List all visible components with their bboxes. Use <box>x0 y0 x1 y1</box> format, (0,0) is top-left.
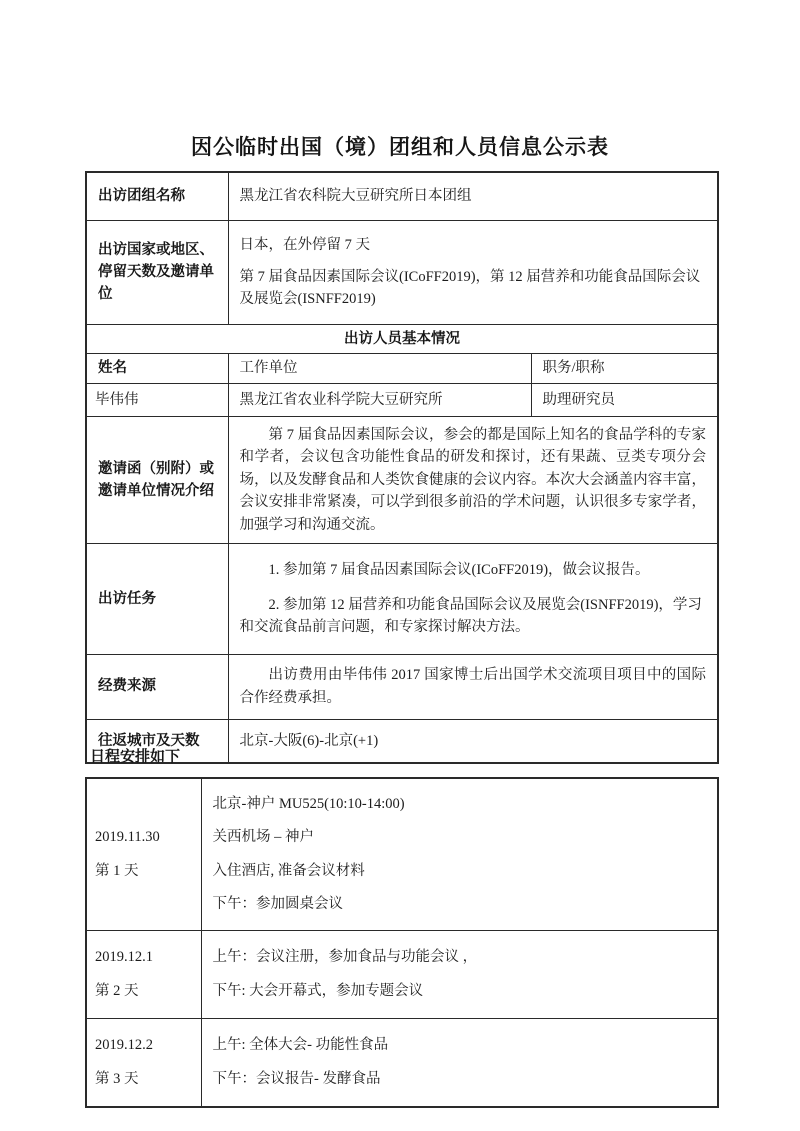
funding-text: 出访费用由毕伟伟 2017 国家博士后出国学术交流项目项目中的国际合作经费承担。 <box>239 667 706 706</box>
schedule-row-day3 <box>86 1018 718 1106</box>
day1-item-2: 关西机场 – 神户 <box>212 829 314 846</box>
day1-item-4: 下午：参加圆桌会议 <box>212 896 343 913</box>
day1-date-text: 2019.11.30 <box>95 828 160 845</box>
day2-item-1: 上午：会议注册，参加食品与功能会议 ， <box>212 949 478 966</box>
table-row-section-header <box>86 324 718 353</box>
schedule-day2-date <box>86 930 201 1018</box>
task-item-1: 1. 参加第 7 届食品因素国际会议(ICoFF2019)，做会议报告。 <box>268 562 650 579</box>
destination-line-1: 日本，在外停留 7 天 <box>239 236 370 253</box>
invitation-text: 第 7 届食品因素国际会议，参会的都是国际上知名的食品学科的专家和学者，会议包含功能性食品的研发和探讨，还有果蔬、豆类专项分会场，以及发酵食品和人类饮食健康的会议内容。本次大会涵盖内容丰富，会议安排非常紧凑，可以学到很多前沿的学术问题，认识很多专家学者，加强学习和沟通交流。 <box>239 426 706 533</box>
table-row-cities <box>86 719 718 763</box>
schedule-day3-items <box>201 1018 718 1106</box>
personnel-name: 毕伟伟 <box>86 383 228 416</box>
personnel-unit: 黑龙江省农业科学院大豆研究所 <box>228 383 531 416</box>
schedule-heading: 日程安排如下 <box>90 748 181 765</box>
table-row-destination <box>86 220 718 324</box>
schedule-day1-items <box>201 778 718 930</box>
personnel-section-header: 出访人员基本情况 <box>86 324 718 353</box>
row-value-cities <box>228 719 718 763</box>
schedule-day2-items <box>201 930 718 1018</box>
row-value-funding <box>228 654 718 719</box>
personnel-data-row <box>86 383 718 416</box>
cities-text: 北京-大阪(6)-北京(+1) <box>239 732 379 749</box>
group-name-text: 黑龙江省农科院大豆研究所日本团组 <box>239 188 472 205</box>
day3-item-2: 下午：会议报告- 发酵食品 <box>212 1070 381 1087</box>
personnel-title: 助理研究员 <box>531 383 718 416</box>
day3-date-text: 2019.12.2 <box>95 1036 153 1053</box>
row-label-cities: 往返城市及天数 <box>86 719 228 763</box>
row-value-invitation <box>228 416 718 543</box>
destination-line-2: 第 7 届食品因素国际会议(ICoFF2019)，第 12 届营养和功能食品国际会议及展览会(ISNFF2019) <box>239 268 701 308</box>
row-label-group-name: 出访团组名称 <box>86 172 228 220</box>
table-row-invitation <box>86 416 718 543</box>
schedule-row-day1 <box>86 778 718 930</box>
personnel-header-row <box>86 354 718 383</box>
table-row-group-name <box>86 172 718 220</box>
day3-day-text: 第 3 天 <box>95 1071 139 1088</box>
row-value-tasks <box>228 544 718 654</box>
table-row-tasks <box>86 544 718 654</box>
personnel-header-title: 职务/职称 <box>531 354 718 383</box>
personnel-header-unit: 工作单位 <box>228 354 531 383</box>
day2-day-text: 第 2 天 <box>95 983 139 1000</box>
schedule-table <box>85 777 719 1108</box>
row-label-invitation: 邀请函（别附）或邀请单位情况介绍 <box>86 416 228 543</box>
page-title: 因公临时出国（境）团组和人员信息公示表 <box>191 136 609 159</box>
task-item-2: 2. 参加第 12 届营养和功能食品国际会议及展览会(ISNFF2019)，学习和交流食品前言问题，和专家探讨解决方法。 <box>239 596 702 636</box>
day3-item-1: 上午: 全体大会- 功能性食品 <box>212 1037 389 1054</box>
row-value-group-name <box>228 172 718 220</box>
personnel-header-name: 姓名 <box>86 354 228 383</box>
table-row-funding <box>86 654 718 719</box>
day2-item-2: 下午: 大会开幕式，参加专题会议 <box>212 982 424 999</box>
day2-date-text: 2019.12.1 <box>95 948 153 965</box>
day1-day-text: 第 1 天 <box>95 863 139 880</box>
row-label-funding: 经费来源 <box>86 654 228 719</box>
schedule-row-day2 <box>86 930 718 1018</box>
schedule-day1-date <box>86 778 201 930</box>
row-label-destination: 出访国家或地区、停留天数及邀请单位 <box>86 220 228 324</box>
info-table <box>85 171 719 764</box>
row-value-destination <box>228 220 718 324</box>
schedule-day3-date <box>86 1018 201 1106</box>
day1-item-3: 入住酒店, 准备会议材料 <box>212 862 365 879</box>
row-label-tasks: 出访任务 <box>86 544 228 654</box>
day1-item-1: 北京-神户 MU525(10:10-14:00) <box>212 796 405 812</box>
